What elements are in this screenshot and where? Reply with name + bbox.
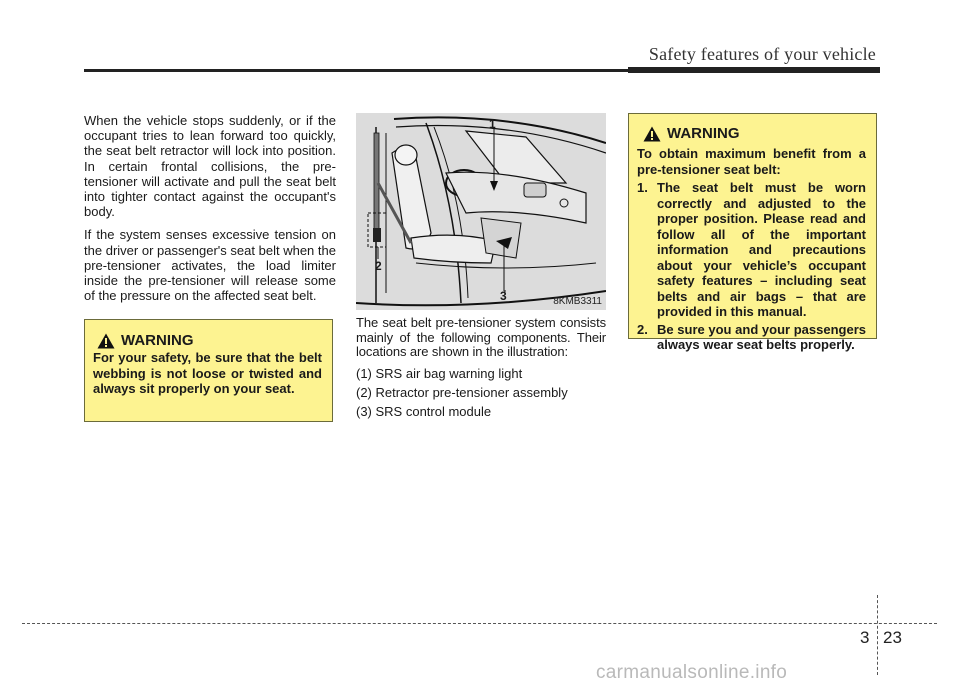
- warning-header: [643, 125, 866, 142]
- watermark: carmanualsonline.info: [596, 662, 788, 683]
- warning-list-item: [637, 322, 866, 353]
- list-number: 1.: [637, 180, 648, 195]
- warning-title: WARNING: [121, 332, 194, 349]
- warning-triangle-icon: [643, 126, 661, 142]
- component-item: (3) SRS control module: [356, 403, 492, 419]
- figure-code: 8KMB3311: [553, 296, 602, 307]
- pretensioner-illustration: [356, 113, 606, 310]
- footer-rule: [22, 623, 937, 624]
- warning-box-webbing: [84, 319, 333, 422]
- callout-2: 2: [375, 259, 382, 273]
- warning-box-pretensioner: [628, 113, 877, 352]
- warning-list-item: [637, 180, 866, 320]
- component-item: (1) SRS air bag warning light: [356, 365, 523, 381]
- chapter-number: 3: [860, 628, 870, 647]
- section-title: Safety features of your vehicle: [648, 44, 876, 64]
- components-column: [356, 316, 606, 423]
- header-rule-accent: [628, 67, 880, 73]
- paragraph-load-limiter: If the system senses excessive tension on the driver or passenger's seat belt when the pre-tensioner activates, the load limiter inside the pre-tensioner will release some of the pressure on the affected seat belt.: [84, 227, 336, 304]
- warning-header: [97, 332, 322, 349]
- warning-text: For your safety, be sure that the belt webbing is not loose or twisted and always sit properly on your seat.: [93, 350, 322, 396]
- components-intro: The seat belt pre-tensioner system consists mainly of the following components. Their locations are shown in the illustration:: [356, 315, 606, 359]
- warning-title: WARNING: [667, 125, 740, 142]
- warning-intro: To obtain maximum benefit from a pre-tensioner seat belt:: [637, 146, 866, 177]
- warning-triangle-icon: [97, 333, 115, 349]
- footer-divider: [877, 595, 878, 675]
- list-number: 2.: [637, 321, 648, 337]
- car-interior-drawing: [356, 113, 606, 310]
- list-text: Be sure you and your passengers always wear seat belts properly.: [657, 321, 866, 352]
- body-text-column: [84, 113, 336, 311]
- component-item: (2) Retractor pre-tensioner assembly: [356, 384, 568, 400]
- callout-3: 3: [500, 289, 507, 303]
- paragraph-retractor: When the vehicle stops suddenly, or if the occupant tries to lean forward too quickly, the seat belt retractor will lock into position. In certain frontal collisions, the pre-tensioner will activate and pull the seat belt into tighter contact against the occupant's body.: [84, 113, 336, 220]
- warning-list: [637, 180, 866, 353]
- callout-1: 1: [489, 117, 496, 131]
- page-number: 23: [883, 628, 902, 647]
- list-text: The seat belt must be worn correctly and adjusted to the proper position. Please read and follow all of the important information and precautions about your vehicle’s occupant safety features – including seat belts and air bags – that are provided in this manual.: [657, 180, 866, 319]
